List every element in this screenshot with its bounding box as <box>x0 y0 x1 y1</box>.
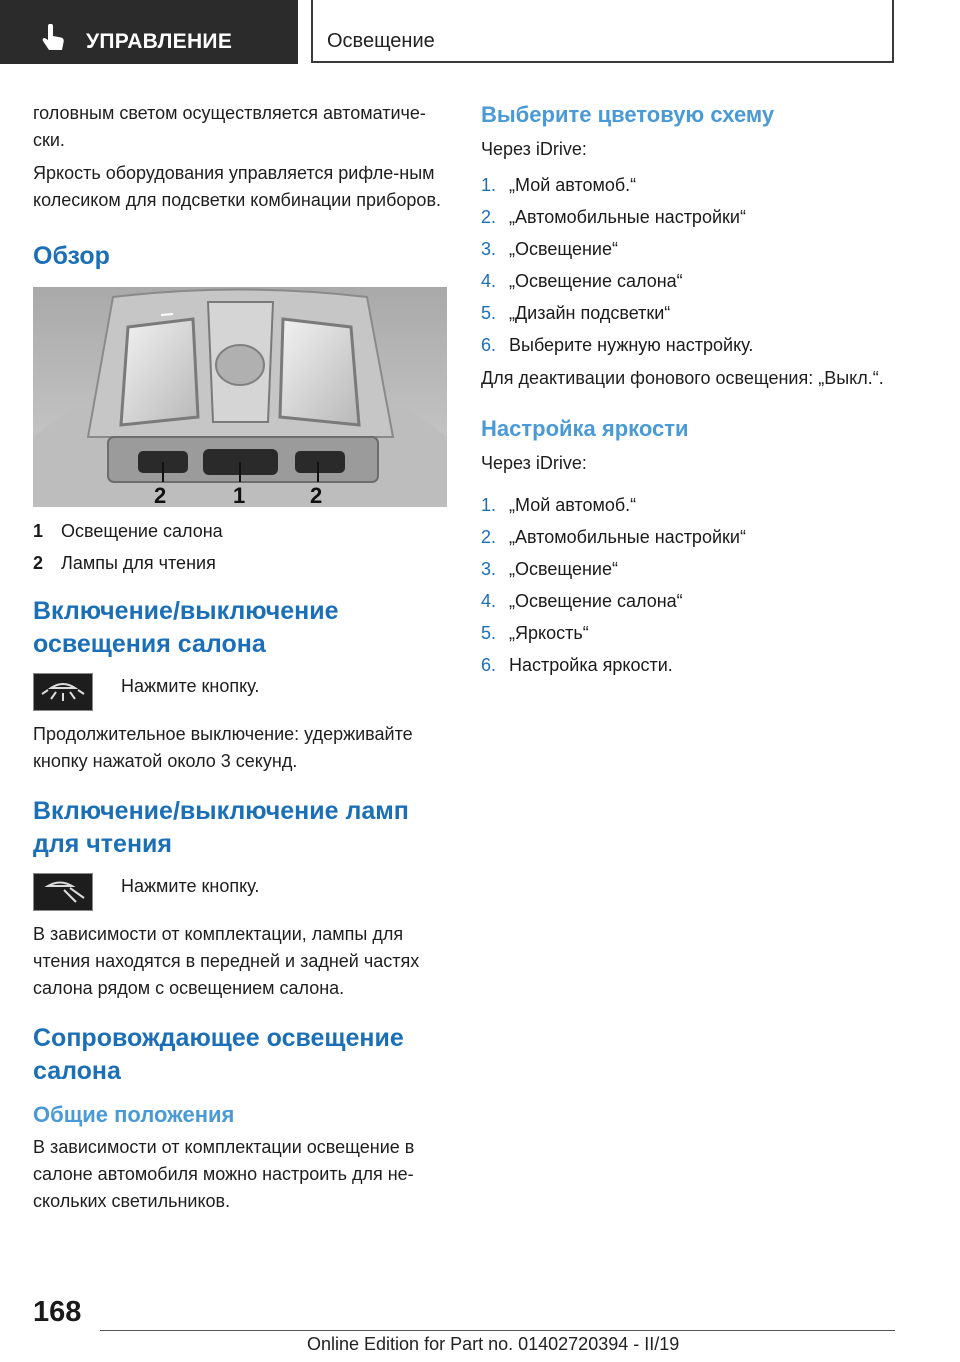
intro-paragraph-1: головным светом осуществляется автоматиче-ски. <box>33 103 426 150</box>
step-item <box>481 169 895 201</box>
step-text: „Яркость“ <box>509 623 589 643</box>
step-text: „Освещение“ <box>509 239 618 259</box>
reading-description: В зависимости от комплектации, лампы для чтения находятся в передней и задней частях салона рядом с освещением салона. <box>33 924 420 998</box>
step-text: Выберите нужную настройку. <box>509 335 754 355</box>
roof-console-illustration <box>33 287 447 507</box>
brightness-via-text: Через iDrive: <box>481 453 587 473</box>
step-text: „Автомобильные настройки“ <box>509 527 746 547</box>
step-item <box>481 585 895 617</box>
scheme-via-text: Через iDrive: <box>481 139 587 159</box>
step-item <box>481 297 895 329</box>
photo-legend <box>33 515 447 579</box>
brightness-heading: Настройка яркости <box>481 416 689 441</box>
step-number: 4. <box>481 591 497 611</box>
page-number: 168 <box>33 1296 82 1328</box>
legend-number: 2 <box>33 553 44 573</box>
step-item <box>481 553 895 585</box>
step-number: 4. <box>481 271 497 291</box>
step-number: 3. <box>481 559 497 579</box>
brightness-steps <box>481 489 895 681</box>
step-number: 6. <box>481 655 497 675</box>
step-item <box>481 233 895 265</box>
step-number: 6. <box>481 335 497 355</box>
step-number: 3. <box>481 239 497 259</box>
reading-press-text: Нажмите кнопку. <box>121 876 260 896</box>
chapter-tab <box>311 0 894 63</box>
step-item <box>481 521 895 553</box>
step-item <box>481 329 895 361</box>
edition-text: Online Edition for Part no. 01402720394 - II/19 <box>307 1334 680 1354</box>
step-text: „Освещение“ <box>509 559 618 579</box>
step-text: „Мой автомоб.“ <box>509 175 637 195</box>
left-column <box>33 100 447 1215</box>
photo-label-left: 2 <box>154 483 167 507</box>
reading-light-heading: Включение/выключение ламп для чтения <box>33 797 409 858</box>
step-number: 1. <box>481 175 497 195</box>
step-number: 5. <box>481 623 497 643</box>
general-description: В зависимости от комплектации освещение в салоне автомобиля можно настроить для не-скольких светильников. <box>33 1137 415 1211</box>
step-item <box>481 201 895 233</box>
photo-label-right: 2 <box>310 483 323 507</box>
cabin-light-heading: Включение/выключение освещения салона <box>33 597 339 658</box>
step-number: 5. <box>481 303 497 323</box>
ambient-light-heading: Сопровождающее освещение салона <box>33 1024 404 1085</box>
legend-number: 1 <box>33 521 44 541</box>
step-number: 1. <box>481 495 497 515</box>
step-text: „Дизайн подсветки“ <box>509 303 671 323</box>
roof-console-photo <box>33 287 447 507</box>
step-item <box>481 265 895 297</box>
interior-light-button-icon <box>33 673 93 711</box>
overview-heading: Обзор <box>33 242 110 270</box>
step-number: 2. <box>481 527 497 547</box>
right-column <box>481 100 895 681</box>
color-scheme-heading: Выберите цветовую схему <box>481 102 775 127</box>
step-text: „Мой автомоб.“ <box>509 495 637 515</box>
step-text: „Автомобильные настройки“ <box>509 207 746 227</box>
step-text: Настройка яркости. <box>509 655 673 675</box>
section-tab <box>0 0 298 64</box>
photo-label-center: 1 <box>233 483 246 507</box>
step-text: „Освещение салона“ <box>509 591 683 611</box>
cabin-long-press-text: Продолжительное выключение: удерживайте кнопку нажатой около 3 секунд. <box>33 724 413 771</box>
section-label: УПРАВЛЕНИЕ <box>86 30 233 53</box>
hand-pointer-icon <box>40 24 66 52</box>
reading-light-icon <box>34 874 92 910</box>
legend-text: Лампы для чтения <box>61 553 216 573</box>
step-text: „Освещение салона“ <box>509 271 683 291</box>
reading-light-instruction <box>33 873 447 911</box>
intro-paragraph-2: Яркость оборудования управляется рифле-ным колесиком для подсветки комбинации приборов. <box>33 163 442 210</box>
chapter-label: Освещение <box>327 30 435 52</box>
cabin-light-instruction <box>33 673 447 711</box>
step-number: 2. <box>481 207 497 227</box>
scheme-off-text: Для деактивации фонового освещения: „Выкл.“. <box>481 368 884 388</box>
legend-text: Освещение салона <box>61 521 223 541</box>
scheme-steps <box>481 169 895 361</box>
legend-item <box>33 547 447 579</box>
step-item <box>481 617 895 649</box>
footer-divider <box>100 1330 895 1331</box>
interior-light-icon <box>34 674 92 710</box>
general-subheading: Общие положения <box>33 1102 235 1127</box>
step-item <box>481 649 895 681</box>
legend-item <box>33 515 447 547</box>
step-item <box>481 489 895 521</box>
reading-light-button-icon <box>33 873 93 911</box>
cabin-press-text: Нажмите кнопку. <box>121 676 260 696</box>
